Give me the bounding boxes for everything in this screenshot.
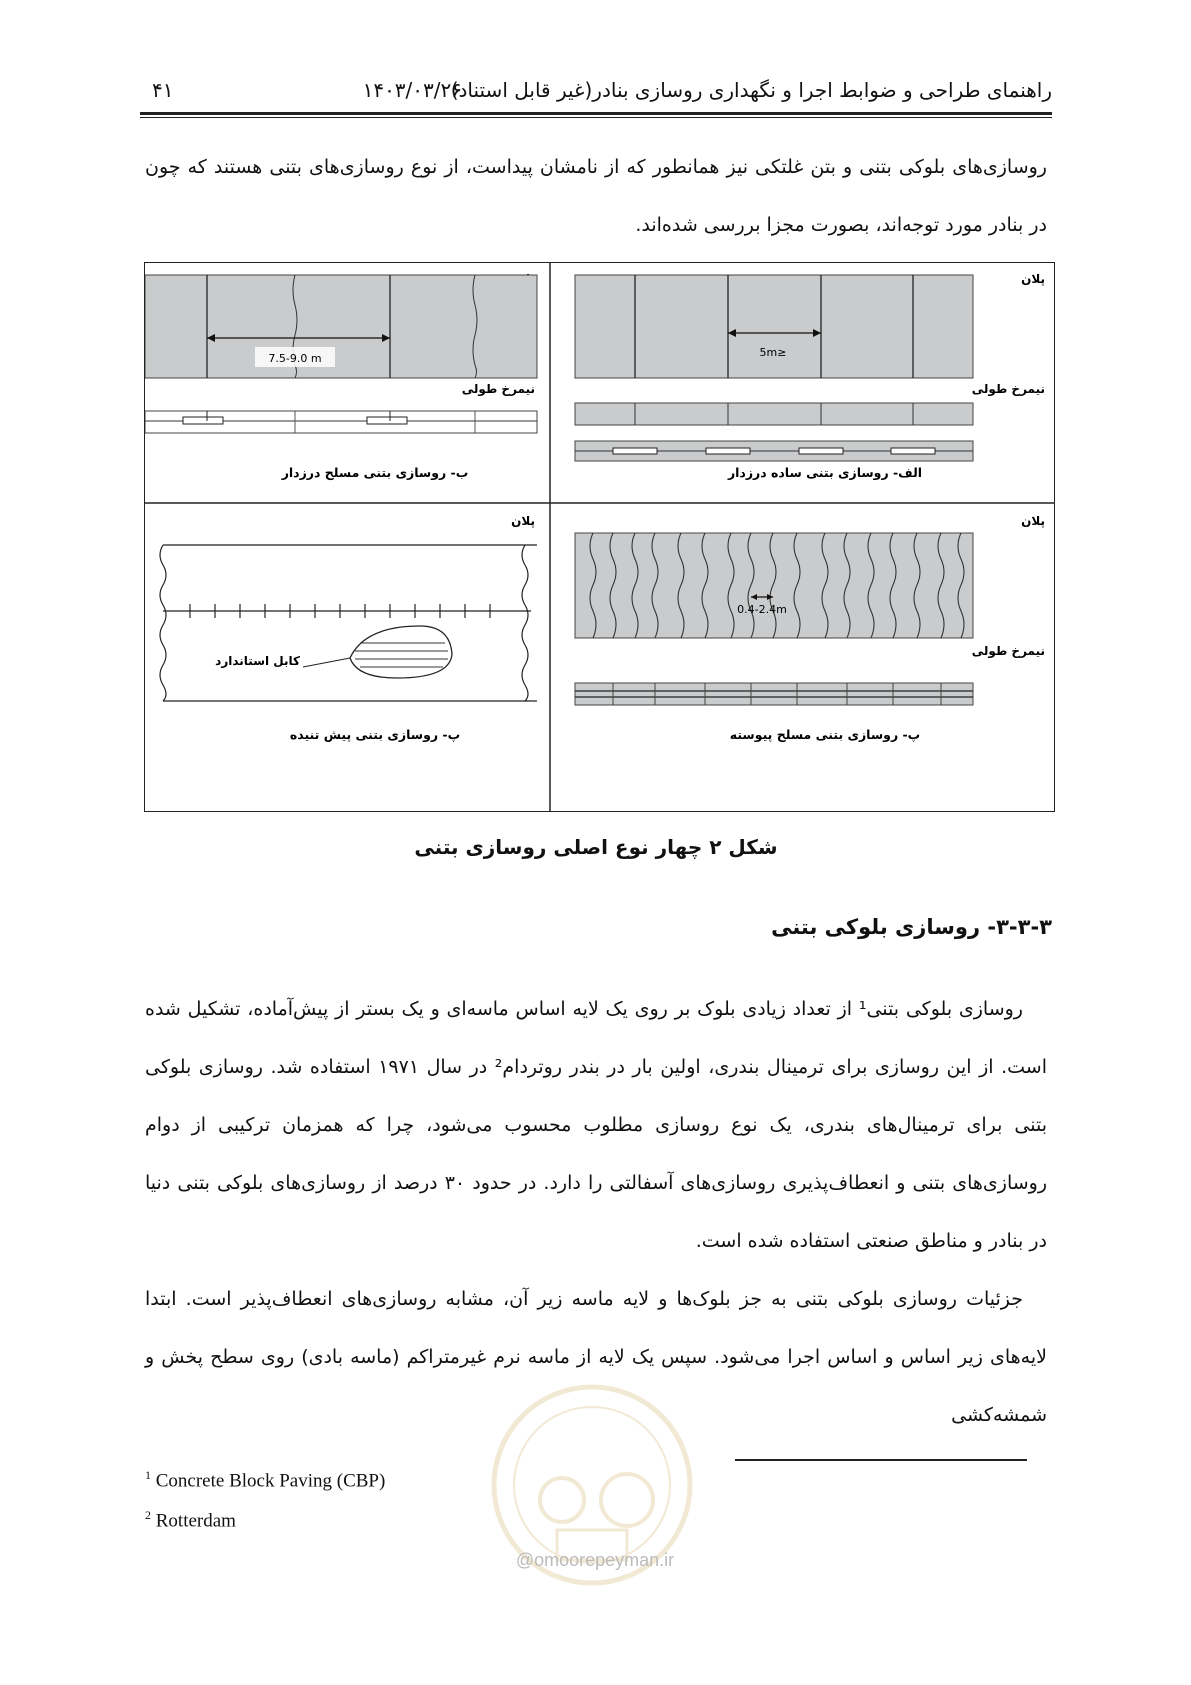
body-paragraph-1: روسازی بلوکی بتنی¹ از تعداد زیادی بلوک بر روی یک لایه اساس ماسه‌ای و یک بستر از پیش‌آماده، تشکیل شده است. از این روسازی برای ترمینال بندری، اولین بار در بندر روتردام² در سال ۱۹۷۱ استفاده شد. روسازی بلوکی بتنی برای ترمینال‌های بندری، یک نوع روسازی مطلوب محسوب می‌شود، چرا که همزمان ترکیبی از دوام روسازی‌های بتنی و انعطاف‌پذیری روسازی‌های آسفالتی را دارد. در حدود ۳۰ درصد از روسازی‌های بلوکی بتنی دنیا در بنادر و مناطق صنعتی استفاده شده است. xyxy=(145,998,1047,1252)
page-header xyxy=(140,78,1052,108)
panel-c-plan-label: پلان xyxy=(1021,514,1045,528)
page-number: ۴۱ xyxy=(152,78,174,102)
panel-c-profile-label: نیمرخ طولی xyxy=(971,644,1045,658)
body-paragraph-2: جزئیات روسازی بلوکی بتنی به جز بلوک‌ها و لایه ماسه زیر آن، مشابه روسازی‌های انعطاف‌پذیر است. ابتدا لایه‌های زیر اساس و اساس اجرا می‌شود. سپس یک لایه از ماسه نرم غیرمتراکم (ماسه بادی) روی سطح پخش و شمشه‌کشی xyxy=(145,1288,1047,1426)
footnote-1-text: Concrete Block Paving (CBP) xyxy=(155,1470,386,1492)
panel-b-title: ب- روسازی بتنی مسلح درزدار xyxy=(281,465,469,480)
footnote-2-text: Rotterdam xyxy=(155,1510,236,1532)
footnote-2-number: 2 xyxy=(145,1508,151,1522)
footnote-1-number: 1 xyxy=(145,1468,151,1482)
panel-d-plan-label: پلان xyxy=(511,514,535,528)
document-title: راهنمای طراحی و ضوابط اجرا و نگهداری روسازی بنادر(غیر قابل استناد) xyxy=(450,78,1052,102)
panel-b-dimension-label: 7.5-9.0 m xyxy=(268,352,322,365)
section-heading: ۳-۳-۳- روسازی بلوکی بتنی xyxy=(771,915,1052,939)
panel-c-profile-slab xyxy=(575,683,973,705)
panel-a-dimension-label: 5m≥ xyxy=(759,346,787,359)
figure-caption: شکل ۲ چهار نوع اصلی روسازی بتنی xyxy=(414,835,778,859)
footnote-1 xyxy=(145,1468,385,1492)
footnote-2 xyxy=(145,1508,236,1532)
watermark-site: @omoorepeyman.ir xyxy=(515,1550,675,1570)
panel-b-plan-slab xyxy=(145,275,537,378)
header-rule-thin xyxy=(140,117,1052,118)
panel-d-cable-blowup xyxy=(350,626,452,678)
panel-b-profile-label: نیمرخ طولی xyxy=(461,382,535,396)
footnote-separator xyxy=(735,1459,1027,1461)
figure-concrete-pavement-types xyxy=(144,262,1055,812)
panel-c-dimension-label: 0.4-2.4m xyxy=(737,603,787,616)
panel-b-jointed-reinforced xyxy=(145,272,537,480)
panel-d-title: پ- روسازی بتنی پیش تنیده xyxy=(289,727,461,742)
panel-d-cable-label: کابل استاندارد xyxy=(215,654,300,668)
intro-paragraph: روسازی‌های بلوکی بتنی و بتن غلتکی نیز همانطور که از نامشان پیداست، از نوع روسازی‌های بتنی هستند که چون در بنادر مورد توجه‌اند، بصورت مجزا بررسی شده‌اند. xyxy=(145,156,1047,236)
document-date: ۱۴۰۳/۰۳/۲۶ xyxy=(362,78,462,102)
panel-a-jointed-plain xyxy=(575,272,1045,480)
panel-c-continuously-reinforced xyxy=(575,514,1045,742)
panel-d-prestressed xyxy=(160,514,537,742)
panel-a-plan-label: پلان xyxy=(1021,272,1045,286)
panel-a-title: الف- روسازی بتنی ساده درزدار xyxy=(727,465,923,480)
panel-c-title: پ- روسازی بتنی مسلح پیوسته xyxy=(729,727,921,742)
panel-a-profile-label: نیمرخ طولی xyxy=(971,382,1045,396)
header-rule-thick xyxy=(140,112,1052,115)
